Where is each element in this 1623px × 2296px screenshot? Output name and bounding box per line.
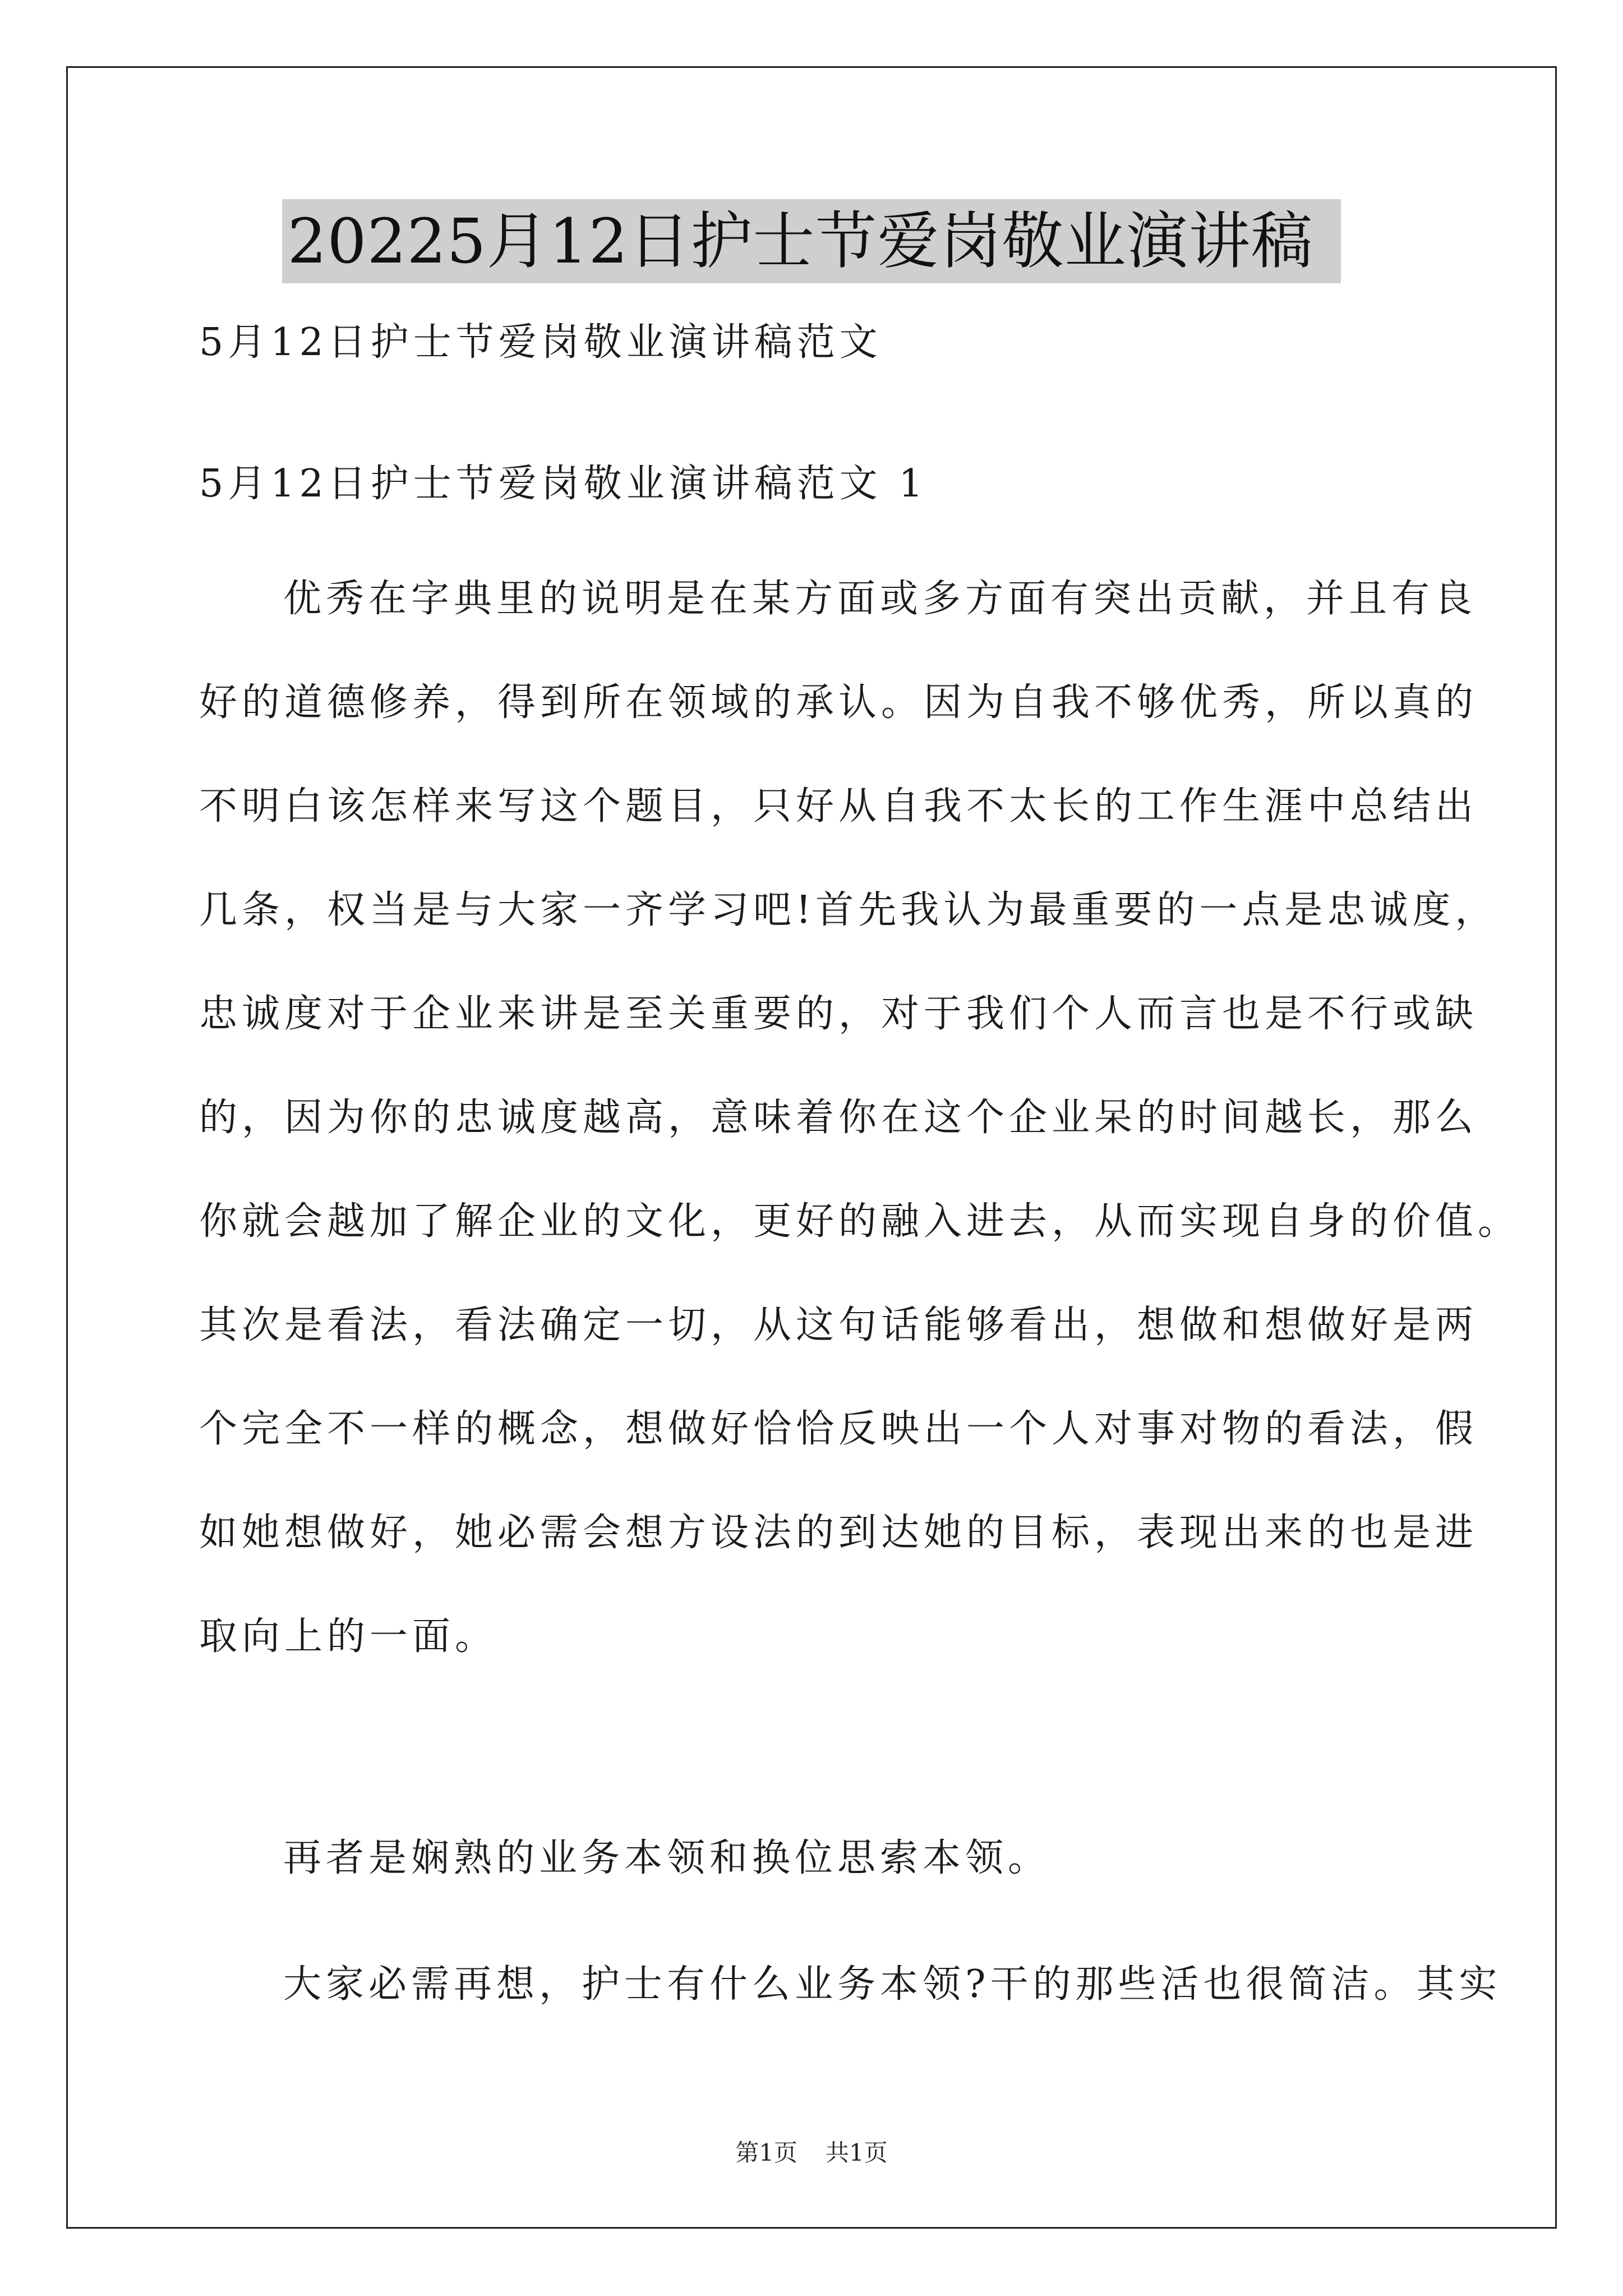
paragraph-line: 如她想做好，她必需会想方设法的到达她的目标，表现出来的也是进: [199, 1511, 1478, 1555]
page-footer: [0, 2134, 1623, 2168]
paragraph-line: 优秀在字典里的说明是在某方面或多方面有突出贡献，并且有良: [283, 577, 1477, 621]
paragraph-line: 不明白该怎样来写这个题目，只好从自我不太长的工作生涯中总结出: [199, 784, 1478, 829]
paragraph-line: 取向上的一面。: [199, 1614, 498, 1659]
subtitle-secondary: 5月12日护士节爱岗敬业演讲稿范文 1: [199, 462, 928, 506]
paragraph-line: 好的道德修养，得到所在领域的承认。因为自我不够优秀，所以真的: [199, 680, 1478, 725]
body-paragraph-1: [199, 547, 1521, 1688]
paragraph-line: 的，因为你的忠诚度越高，意味着你在这个企业呆的时间越长，那么: [199, 1096, 1478, 1140]
paragraph-line: 个完全不一样的概念，想做好恰恰反映出一个人对事对物的看法，假: [199, 1407, 1478, 1451]
body-paragraph-2: [199, 1806, 1478, 1910]
paragraph-line: 大家必需再想，护士有什么业务本领?干的那些活也很简洁。其实: [283, 1962, 1502, 2007]
title-container: [0, 199, 1623, 283]
subtitle-primary: 5月12日护士节爱岗敬业演讲稿范文: [199, 320, 882, 365]
paragraph-line: 再者是娴熟的业务本领和换位思索本领。: [283, 1836, 1051, 1880]
document-title: 20225月12日护士节爱岗敬业演讲稿: [282, 199, 1341, 283]
paragraph-line: 忠诚度对于企业来讲是至关重要的，对于我们个人而言也是不行或缺: [199, 992, 1478, 1036]
paragraph-line: 你就会越加了解企业的文化，更好的融入进去，从而实现自身的价值。: [199, 1199, 1521, 1244]
page-number-current: 第1页: [735, 2139, 797, 2166]
paragraph-line: 其次是看法，看法确定一切，从这句话能够看出，想做和想做好是两: [199, 1303, 1478, 1347]
page-number-total: 共1页: [826, 2139, 888, 2166]
body-paragraph-3: [199, 1932, 1502, 2036]
paragraph-line: 几条，权当是与大家一齐学习吧!首先我认为最重要的一点是忠诚度，: [199, 888, 1498, 932]
